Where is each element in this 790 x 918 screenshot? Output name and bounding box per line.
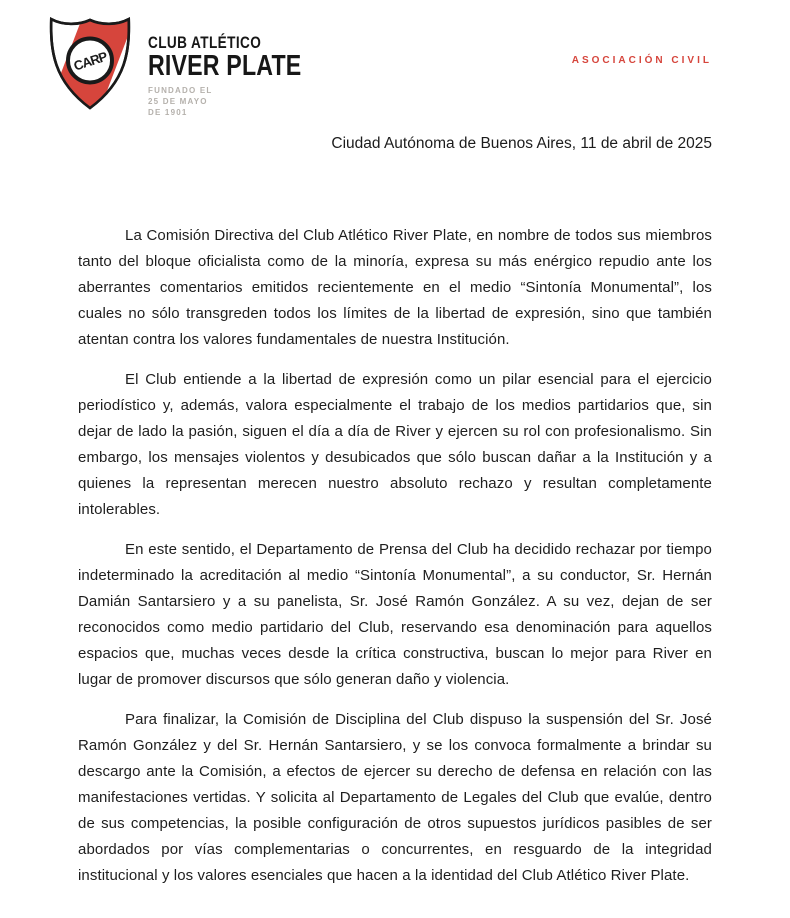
crest-monogram: CARP xyxy=(71,48,109,74)
paragraph-1: La Comisión Directiva del Club Atlético River Plate, en nombre de todos sus miembros tanto del bloque oficialista como de la minoría, expresa su más enérgico repudio ante los aberrantes comentarios emitidos recientemente en el medio “Sintonía Monumental”, los cuales no sólo transgreden todos los límites de la libertad de expresión, sino que también atentan contra los valores fundamentales de nuestra Institución. xyxy=(78,227,712,348)
club-wordmark xyxy=(148,34,301,80)
founded-line-1: FUNDADO EL xyxy=(148,86,213,95)
statement-body xyxy=(78,133,712,903)
founded-line-3: DE 1901 xyxy=(148,108,188,117)
club-name-bottom: RIVER PLATE xyxy=(148,50,302,82)
paragraph-3: En este sentido, el Departamento de Prensa del Club ha decidido rechazar por tiempo indeterminado la acreditación al medio “Sintonía Monumental”, a su conductor, Sr. Hernán Damián Santarsiero y a su panelista, Sr. José Ramón González. A su vez, dejan de ser reconocidos como medio partidario del Club, reservando esa denominación para aquellos espacios que, muchas veces desde la crítica constructiva, buscan lo mejor para River en lugar de promover discursos que sólo generan daño y violencia. xyxy=(78,541,712,688)
dateline: Ciudad Autónoma de Buenos Aires, 11 de abril de 2025 xyxy=(331,135,712,152)
founded-caption xyxy=(148,85,212,118)
paragraph-2: El Club entiende a la libertad de expresión como un pilar esencial para el ejercicio periodístico y, además, valora especialmente el trabajo de los medios partidarios que, sin dejar de lado la pasión, siguen el día a día de River y ejercen su rol con profesionalismo. Sin embargo, los mensajes violentos y desubicados que sólo buscan dañar a la Institución y a quienes la representan merecen nuestro absoluto rechazo y resultan completamente intolerables. xyxy=(78,371,712,518)
paragraph-4: Para finalizar, la Comisión de Disciplina del Club dispuso la suspensión del Sr. José Ramón González y del Sr. Hernán Santarsiero, y se los convoca formalmente a brindar su descargo ante la Comisión, a efectos de ejercer su derecho de defensa en relación con las manifestaciones vertidas. Y solicita al Departamento de Legales del Club que evalúe, dentro de sus competencias, la posible configuración de otros supuestos jurídicos pasibles de ser abordados por vías complementarias o concurrentes, en resguardo de la integridad institucional y los valores esenciales que hacen a la identidad del Club Atlético River Plate. xyxy=(78,711,712,884)
letterhead xyxy=(46,14,712,116)
river-plate-crest-icon xyxy=(46,14,134,114)
association-civil-label: ASOCIACIÓN CIVIL xyxy=(571,55,712,66)
founded-line-2: 25 DE MAYO xyxy=(148,97,208,106)
club-name-top: CLUB ATLÉTICO xyxy=(148,33,262,52)
